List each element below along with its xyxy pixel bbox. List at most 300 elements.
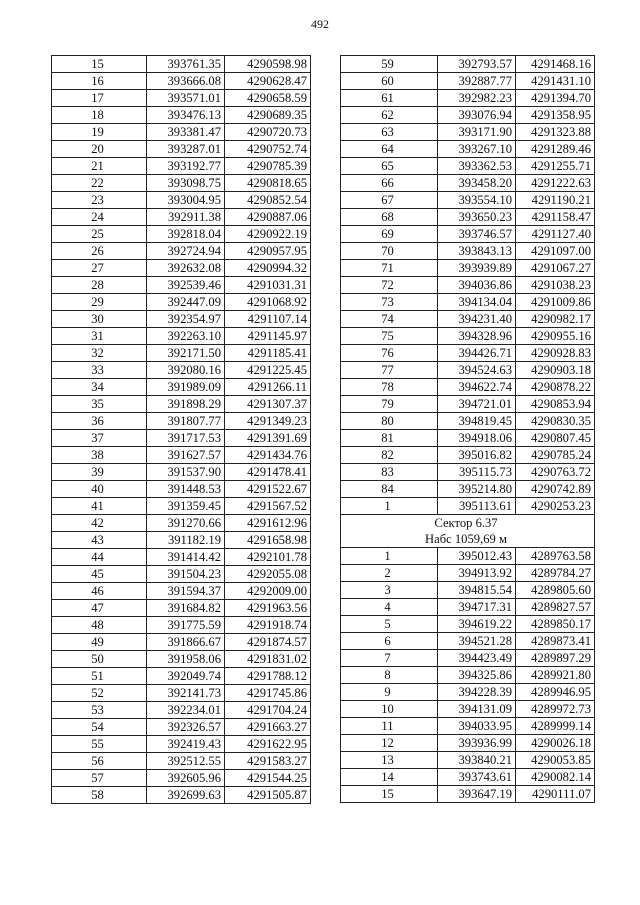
point-number: 64 <box>341 141 438 158</box>
x-coordinate: 394325.86 <box>438 667 516 684</box>
point-number: 66 <box>341 175 438 192</box>
table-row <box>52 600 311 617</box>
table-row <box>52 294 311 311</box>
table-row <box>52 532 311 549</box>
point-number: 25 <box>52 226 147 243</box>
y-coordinate: 4291289.46 <box>516 141 595 158</box>
x-coordinate: 391182.19 <box>147 532 225 549</box>
y-coordinate: 4291307.37 <box>225 396 311 413</box>
y-coordinate: 4290785.24 <box>516 447 595 464</box>
y-coordinate: 4290853.94 <box>516 396 595 413</box>
y-coordinate: 4291704.24 <box>225 702 311 719</box>
point-number: 37 <box>52 430 147 447</box>
x-coordinate: 394721.01 <box>438 396 516 413</box>
table-row <box>341 650 595 667</box>
y-coordinate: 4290752.74 <box>225 141 311 158</box>
x-coordinate: 395115.73 <box>438 464 516 481</box>
y-coordinate: 4289873.41 <box>516 633 595 650</box>
point-number: 1 <box>341 548 438 565</box>
y-coordinate: 4291963.56 <box>225 600 311 617</box>
point-number: 33 <box>52 362 147 379</box>
x-coordinate: 392354.97 <box>147 311 225 328</box>
y-coordinate: 4291874.57 <box>225 634 311 651</box>
table-row <box>52 192 311 209</box>
x-coordinate: 394521.28 <box>438 633 516 650</box>
x-coordinate: 395012.43 <box>438 548 516 565</box>
point-number: 1 <box>341 498 438 515</box>
y-coordinate: 4291544.25 <box>225 770 311 787</box>
table-row <box>52 260 311 277</box>
x-coordinate: 392724.94 <box>147 243 225 260</box>
table-row <box>52 56 311 73</box>
point-number: 26 <box>52 243 147 260</box>
y-coordinate: 4291225.45 <box>225 362 311 379</box>
point-number: 46 <box>52 583 147 600</box>
x-coordinate: 391537.90 <box>147 464 225 481</box>
x-coordinate: 391448.53 <box>147 481 225 498</box>
table-row <box>341 786 595 803</box>
x-coordinate: 391414.42 <box>147 549 225 566</box>
y-coordinate: 4291067.27 <box>516 260 595 277</box>
table-row <box>341 684 595 701</box>
x-coordinate: 392632.08 <box>147 260 225 277</box>
y-coordinate: 4291505.87 <box>225 787 311 804</box>
table-row <box>52 158 311 175</box>
point-number: 40 <box>52 481 147 498</box>
x-coordinate: 391684.82 <box>147 600 225 617</box>
x-coordinate: 393650.23 <box>438 209 516 226</box>
point-number: 47 <box>52 600 147 617</box>
table-row <box>341 430 595 447</box>
y-coordinate: 4290982.17 <box>516 311 595 328</box>
table-row <box>52 396 311 413</box>
table-row <box>341 769 595 786</box>
table-row <box>341 548 595 565</box>
x-coordinate: 394815.54 <box>438 582 516 599</box>
y-coordinate: 4290957.95 <box>225 243 311 260</box>
point-number: 73 <box>341 294 438 311</box>
point-number: 81 <box>341 430 438 447</box>
y-coordinate: 4292101.78 <box>225 549 311 566</box>
point-number: 4 <box>341 599 438 616</box>
y-coordinate: 4290689.35 <box>225 107 311 124</box>
x-coordinate: 393192.77 <box>147 158 225 175</box>
point-number: 52 <box>52 685 147 702</box>
left-coordinates-table <box>51 55 311 804</box>
y-coordinate: 4291222.63 <box>516 175 595 192</box>
y-coordinate: 4290903.18 <box>516 362 595 379</box>
point-number: 34 <box>52 379 147 396</box>
table-row <box>52 719 311 736</box>
point-number: 39 <box>52 464 147 481</box>
point-number: 74 <box>341 311 438 328</box>
point-number: 58 <box>52 787 147 804</box>
y-coordinate: 4290807.45 <box>516 430 595 447</box>
point-number: 22 <box>52 175 147 192</box>
x-coordinate: 391359.45 <box>147 498 225 515</box>
y-coordinate: 4291127.40 <box>516 226 595 243</box>
table-row <box>52 651 311 668</box>
point-number: 61 <box>341 90 438 107</box>
table-row <box>341 582 595 599</box>
point-number: 17 <box>52 90 147 107</box>
point-number: 84 <box>341 481 438 498</box>
y-coordinate: 4290955.16 <box>516 328 595 345</box>
x-coordinate: 394328.96 <box>438 328 516 345</box>
x-coordinate: 393381.47 <box>147 124 225 141</box>
point-number: 76 <box>341 345 438 362</box>
point-number: 75 <box>341 328 438 345</box>
y-coordinate: 4290082.14 <box>516 769 595 786</box>
table-row <box>52 515 311 532</box>
point-number: 3 <box>341 582 438 599</box>
table-row <box>52 107 311 124</box>
x-coordinate: 391958.06 <box>147 651 225 668</box>
x-coordinate: 393761.35 <box>147 56 225 73</box>
x-coordinate: 393076.94 <box>438 107 516 124</box>
point-number: 19 <box>52 124 147 141</box>
y-coordinate: 4291394.70 <box>516 90 595 107</box>
x-coordinate: 392080.16 <box>147 362 225 379</box>
y-coordinate: 4291431.10 <box>516 73 595 90</box>
table-row <box>341 328 595 345</box>
y-coordinate: 4291658.98 <box>225 532 311 549</box>
point-number: 62 <box>341 107 438 124</box>
point-number: 24 <box>52 209 147 226</box>
table-row <box>52 362 311 379</box>
table-row <box>52 73 311 90</box>
y-coordinate: 4289763.58 <box>516 548 595 565</box>
table-row <box>52 583 311 600</box>
x-coordinate: 392326.57 <box>147 719 225 736</box>
y-coordinate: 4291831.02 <box>225 651 311 668</box>
table-row <box>52 328 311 345</box>
table-row <box>341 718 595 735</box>
x-coordinate: 393004.95 <box>147 192 225 209</box>
table-row <box>52 277 311 294</box>
table-row <box>341 633 595 650</box>
y-coordinate: 4290742.89 <box>516 481 595 498</box>
y-coordinate: 4291358.95 <box>516 107 595 124</box>
table-row <box>341 294 595 311</box>
y-coordinate: 4291788.12 <box>225 668 311 685</box>
x-coordinate: 393171.90 <box>438 124 516 141</box>
page-number: 492 <box>311 17 329 31</box>
x-coordinate: 395113.61 <box>438 498 516 515</box>
section-heading-row <box>341 515 595 548</box>
table-row <box>341 124 595 141</box>
x-coordinate: 394423.49 <box>438 650 516 667</box>
point-number: 60 <box>341 73 438 90</box>
y-coordinate: 4291622.95 <box>225 736 311 753</box>
x-coordinate: 392419.43 <box>147 736 225 753</box>
point-number: 15 <box>52 56 147 73</box>
point-number: 68 <box>341 209 438 226</box>
point-number: 83 <box>341 464 438 481</box>
point-number: 13 <box>341 752 438 769</box>
table-row <box>52 770 311 787</box>
point-number: 16 <box>52 73 147 90</box>
table-row <box>52 243 311 260</box>
point-number: 6 <box>341 633 438 650</box>
x-coordinate: 394033.95 <box>438 718 516 735</box>
x-coordinate: 393362.53 <box>438 158 516 175</box>
x-coordinate: 393743.61 <box>438 769 516 786</box>
x-coordinate: 391270.66 <box>147 515 225 532</box>
y-coordinate: 4290658.59 <box>225 90 311 107</box>
y-coordinate: 4291107.14 <box>225 311 311 328</box>
point-number: 2 <box>341 565 438 582</box>
x-coordinate: 392887.77 <box>438 73 516 90</box>
x-coordinate: 393267.10 <box>438 141 516 158</box>
y-coordinate: 4290785.39 <box>225 158 311 175</box>
y-coordinate: 4290994.32 <box>225 260 311 277</box>
point-number: 72 <box>341 277 438 294</box>
table-row <box>52 413 311 430</box>
y-coordinate: 4291145.97 <box>225 328 311 345</box>
point-number: 41 <box>52 498 147 515</box>
table-row <box>52 685 311 702</box>
section-length: Набс 1059,69 м <box>425 532 507 546</box>
x-coordinate: 394426.71 <box>438 345 516 362</box>
point-number: 59 <box>341 56 438 73</box>
y-coordinate: 4289850.17 <box>516 616 595 633</box>
y-coordinate: 4291583.27 <box>225 753 311 770</box>
y-coordinate: 4291918.74 <box>225 617 311 634</box>
y-coordinate: 4291478.41 <box>225 464 311 481</box>
x-coordinate: 392911.38 <box>147 209 225 226</box>
x-coordinate: 393666.08 <box>147 73 225 90</box>
x-coordinate: 394819.45 <box>438 413 516 430</box>
y-coordinate: 4289784.27 <box>516 565 595 582</box>
point-number: 23 <box>52 192 147 209</box>
table-row <box>52 311 311 328</box>
point-number: 15 <box>341 786 438 803</box>
x-coordinate: 394231.40 <box>438 311 516 328</box>
point-number: 53 <box>52 702 147 719</box>
table-row <box>341 260 595 277</box>
y-coordinate: 4289827.57 <box>516 599 595 616</box>
table-row <box>341 616 595 633</box>
x-coordinate: 394131.09 <box>438 701 516 718</box>
x-coordinate: 394524.63 <box>438 362 516 379</box>
point-number: 44 <box>52 549 147 566</box>
y-coordinate: 4289921.80 <box>516 667 595 684</box>
y-coordinate: 4290053.85 <box>516 752 595 769</box>
y-coordinate: 4291391.69 <box>225 430 311 447</box>
table-row <box>341 209 595 226</box>
table-row <box>52 634 311 651</box>
table-row <box>52 753 311 770</box>
x-coordinate: 391627.57 <box>147 447 225 464</box>
y-coordinate: 4289999.14 <box>516 718 595 735</box>
y-coordinate: 4291009.86 <box>516 294 595 311</box>
y-coordinate: 4291745.86 <box>225 685 311 702</box>
table-row <box>52 617 311 634</box>
x-coordinate: 394913.92 <box>438 565 516 582</box>
table-row <box>52 566 311 583</box>
table-row <box>52 702 311 719</box>
point-number: 79 <box>341 396 438 413</box>
x-coordinate: 395016.82 <box>438 447 516 464</box>
y-coordinate: 4290852.54 <box>225 192 311 209</box>
point-number: 12 <box>341 735 438 752</box>
point-number: 30 <box>52 311 147 328</box>
y-coordinate: 4291158.47 <box>516 209 595 226</box>
y-coordinate: 4290628.47 <box>225 73 311 90</box>
y-coordinate: 4290928.83 <box>516 345 595 362</box>
x-coordinate: 393571.01 <box>147 90 225 107</box>
x-coordinate: 392699.63 <box>147 787 225 804</box>
x-coordinate: 392141.73 <box>147 685 225 702</box>
y-coordinate: 4291663.27 <box>225 719 311 736</box>
y-coordinate: 4289805.60 <box>516 582 595 599</box>
x-coordinate: 393939.89 <box>438 260 516 277</box>
y-coordinate: 4291612.96 <box>225 515 311 532</box>
x-coordinate: 394134.04 <box>438 294 516 311</box>
table-row <box>52 175 311 192</box>
point-number: 82 <box>341 447 438 464</box>
y-coordinate: 4291097.00 <box>516 243 595 260</box>
table-row <box>52 430 311 447</box>
point-number: 78 <box>341 379 438 396</box>
y-coordinate: 4290878.22 <box>516 379 595 396</box>
y-coordinate: 4291190.21 <box>516 192 595 209</box>
table-row <box>52 498 311 515</box>
table-row <box>52 141 311 158</box>
table-row <box>52 447 311 464</box>
point-number: 63 <box>341 124 438 141</box>
y-coordinate: 4291522.67 <box>225 481 311 498</box>
point-number: 28 <box>52 277 147 294</box>
x-coordinate: 394622.74 <box>438 379 516 396</box>
point-number: 31 <box>52 328 147 345</box>
y-coordinate: 4291567.52 <box>225 498 311 515</box>
y-coordinate: 4290598.98 <box>225 56 311 73</box>
point-number: 38 <box>52 447 147 464</box>
y-coordinate: 4290026.18 <box>516 735 595 752</box>
x-coordinate: 394918.06 <box>438 430 516 447</box>
point-number: 49 <box>52 634 147 651</box>
x-coordinate: 393098.75 <box>147 175 225 192</box>
x-coordinate: 392818.04 <box>147 226 225 243</box>
point-number: 56 <box>52 753 147 770</box>
point-number: 8 <box>341 667 438 684</box>
point-number: 10 <box>341 701 438 718</box>
x-coordinate: 392982.23 <box>438 90 516 107</box>
table-row <box>341 73 595 90</box>
point-number: 77 <box>341 362 438 379</box>
point-number: 69 <box>341 226 438 243</box>
table-row <box>341 243 595 260</box>
section-title: Сектор 6.37 <box>434 516 498 530</box>
x-coordinate: 392512.55 <box>147 753 225 770</box>
table-row <box>341 345 595 362</box>
y-coordinate: 4291434.76 <box>225 447 311 464</box>
y-coordinate: 4291468.16 <box>516 56 595 73</box>
point-number: 65 <box>341 158 438 175</box>
table-row <box>52 345 311 362</box>
x-coordinate: 391504.23 <box>147 566 225 583</box>
x-coordinate: 394036.86 <box>438 277 516 294</box>
y-coordinate: 4289972.73 <box>516 701 595 718</box>
table-row <box>341 464 595 481</box>
point-number: 11 <box>341 718 438 735</box>
y-coordinate: 4290720.73 <box>225 124 311 141</box>
table-row <box>341 277 595 294</box>
point-number: 18 <box>52 107 147 124</box>
point-number: 21 <box>52 158 147 175</box>
point-number: 27 <box>52 260 147 277</box>
x-coordinate: 392171.50 <box>147 345 225 362</box>
point-number: 5 <box>341 616 438 633</box>
x-coordinate: 395214.80 <box>438 481 516 498</box>
table-row <box>341 565 595 582</box>
y-coordinate: 4291323.88 <box>516 124 595 141</box>
table-row <box>341 226 595 243</box>
x-coordinate: 394619.22 <box>438 616 516 633</box>
y-coordinate: 4291185.41 <box>225 345 311 362</box>
table-row <box>341 158 595 175</box>
table-row <box>341 192 595 209</box>
x-coordinate: 391594.37 <box>147 583 225 600</box>
y-coordinate: 4291349.23 <box>225 413 311 430</box>
y-coordinate: 4291068.92 <box>225 294 311 311</box>
y-coordinate: 4290830.35 <box>516 413 595 430</box>
x-coordinate: 392049.74 <box>147 668 225 685</box>
x-coordinate: 391866.67 <box>147 634 225 651</box>
table-row <box>341 447 595 464</box>
x-coordinate: 394228.39 <box>438 684 516 701</box>
y-coordinate: 4292055.08 <box>225 566 311 583</box>
table-row <box>341 311 595 328</box>
table-row <box>341 90 595 107</box>
point-number: 80 <box>341 413 438 430</box>
table-row <box>52 668 311 685</box>
x-coordinate: 391775.59 <box>147 617 225 634</box>
section-heading <box>341 515 595 548</box>
y-coordinate: 4290763.72 <box>516 464 595 481</box>
x-coordinate: 391898.29 <box>147 396 225 413</box>
point-number: 20 <box>52 141 147 158</box>
point-number: 7 <box>341 650 438 667</box>
x-coordinate: 392447.09 <box>147 294 225 311</box>
y-coordinate: 4291255.71 <box>516 158 595 175</box>
table-row <box>341 701 595 718</box>
point-number: 48 <box>52 617 147 634</box>
x-coordinate: 393287.01 <box>147 141 225 158</box>
table-row <box>52 124 311 141</box>
table-row <box>52 787 311 804</box>
table-row <box>341 107 595 124</box>
y-coordinate: 4290818.65 <box>225 175 311 192</box>
point-number: 51 <box>52 668 147 685</box>
point-number: 9 <box>341 684 438 701</box>
point-number: 29 <box>52 294 147 311</box>
y-coordinate: 4291266.11 <box>225 379 311 396</box>
point-number: 14 <box>341 769 438 786</box>
point-number: 70 <box>341 243 438 260</box>
point-number: 36 <box>52 413 147 430</box>
table-row <box>341 379 595 396</box>
table-row <box>341 56 595 73</box>
x-coordinate: 393843.13 <box>438 243 516 260</box>
table-row <box>341 175 595 192</box>
x-coordinate: 393554.10 <box>438 192 516 209</box>
table-row <box>341 667 595 684</box>
x-coordinate: 392539.46 <box>147 277 225 294</box>
y-coordinate: 4290887.06 <box>225 209 311 226</box>
